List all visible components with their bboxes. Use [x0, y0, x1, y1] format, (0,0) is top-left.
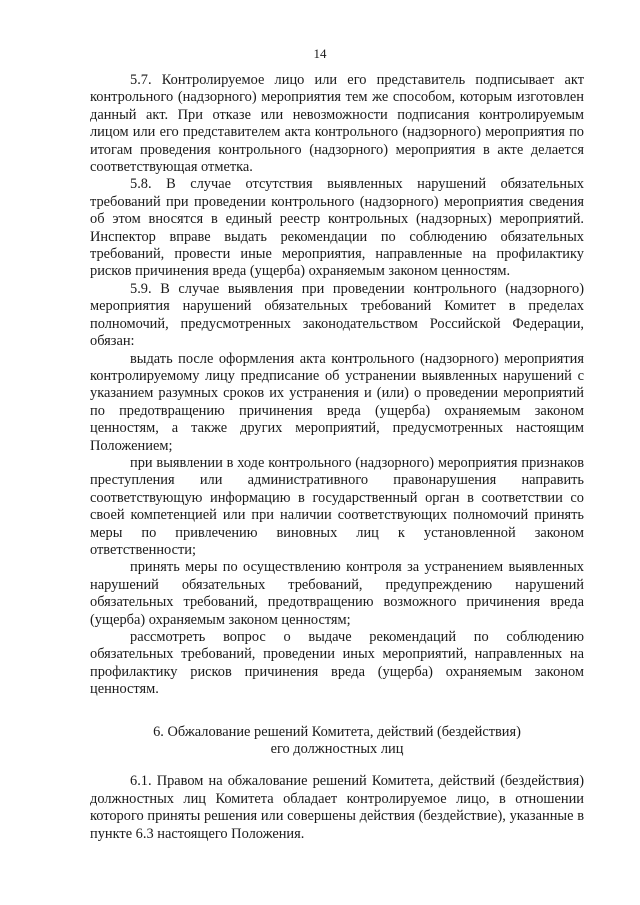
- paragraph-5-9: 5.9. В случае выявления при проведении контрольного (надзорного) мероприятия нарушений обязательных требований Комитет в пределах полномочий, предусмотренных законодательством Российской Федерации, обязан:: [90, 280, 584, 350]
- paragraph-5-9-item-1: выдать после оформления акта контрольного (надзорного) мероприятия контролируемому лицу предписание об устранении выявленных нарушений с указанием разумных сроков их устранения и (или) о проведении мероприятий по предотвращению причинения вреда (ущерба) охраняемым законом ценностям, а также других мероприятий, предусмотренных настоящим Положением;: [90, 350, 584, 454]
- section-6-heading-line-2: его должностных лиц: [270, 741, 404, 758]
- paragraph-6-1: 6.1. Правом на обжалование решений Комитета, действий (бездействия) должностных лиц Комитета обладает контролируемое лицо, в отношении которого приняты решения или совершены действия (бездействие), указанные в пункте 6.3 настоящего Положения.: [90, 773, 584, 842]
- section-6-heading-line-1: 6. Обжалование решений Комитета, действий (бездействия): [153, 723, 521, 740]
- paragraph-5-7: 5.7. Контролируемое лицо или его представитель подписывает акт контрольного (надзорного) мероприятия тем же способом, которым изготовлен данный акт. При отказе или невозможности подписания контролируемым лицом или его представителем акта контрольного (надзорного) мероприятия по итогам проведения контрольного (надзорного) мероприятия в акте делается соответствующая отметка.: [90, 72, 584, 176]
- paragraph-5-9-item-2: при выявлении в ходе контрольного (надзорного) мероприятия признаков преступления или административного правонарушения направить соответствующую информацию в государственный орган в соответствии со своей компетенцией или при наличии соответствующих полномочий принять меры по привлечению виновных лиц к установленной законом ответственности;: [90, 454, 584, 558]
- document-body: [90, 72, 584, 843]
- paragraph-5-9-item-4: рассмотреть вопрос о выдаче рекомендаций по соблюдению обязательных требований, проведении иных мероприятий, направленных на профилактику рисков причинения вреда (ущерба) охраняемым законом ценностям.: [90, 629, 584, 698]
- page-number: 14: [313, 46, 327, 61]
- section-6-heading: [90, 724, 584, 759]
- paragraph-5-8: 5.8. В случае отсутствия выявленных нарушений обязательных требований при проведении контрольного (надзорного) мероприятия сведения об этом вносятся в единый реестр контрольных (надзорных) мероприятий. Инспектор вправе выдать рекомендации по соблюдению обязательных требований, провести иные мероприятия, направленные на профилактику рисков причинения вреда (ущерба) охраняемым законом ценностям.: [90, 176, 584, 280]
- paragraph-5-9-item-3: принять меры по осуществлению контроля за устранением выявленных нарушений обязательных требований, предупреждению нарушений обязательных требований, предотвращению возможного причинения вреда (ущерба) охраняемым законом ценностям;: [90, 559, 584, 628]
